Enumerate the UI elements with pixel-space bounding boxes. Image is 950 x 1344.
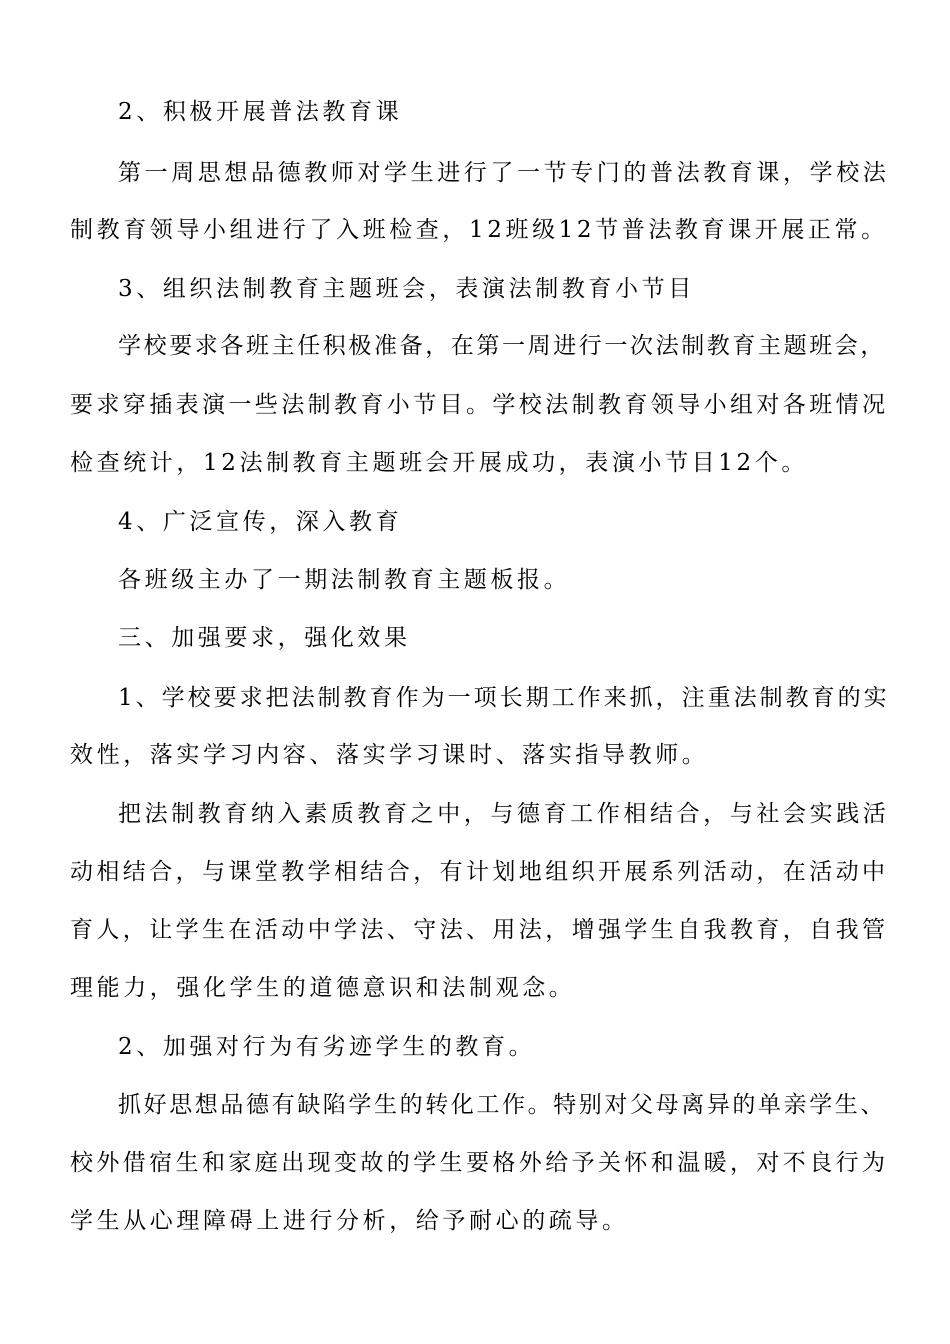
paragraph-line: 动相结合，与课堂教学相结合，有计划地组织开展系列活动，在活动中	[70, 859, 889, 885]
paragraph-line: 要求穿插表演一些法制教育小节目。学校法制教育领导小组对各班情况	[70, 392, 889, 418]
section-heading: 2、加强对行为有劣迹学生的教育。	[118, 1034, 536, 1060]
section-heading: 4、广泛宣传，深入教育	[118, 509, 403, 535]
paragraph-line: 效性，落实学习内容、落实学习课时、落实指导教师。	[70, 742, 709, 768]
paragraph-line: 抓好思想品德有缺陷学生的转化工作。特别对父母离异的单亲学生、	[118, 1092, 886, 1118]
paragraph-line: 理能力，强化学生的道德意识和法制观念。	[70, 975, 576, 1001]
paragraph-line: 制教育领导小组进行了入班检查，12班级12节普法教育课开展正常。	[70, 217, 888, 243]
paragraph-line: 第一周思想品德教师对学生进行了一节专门的普法教育课，学校法	[118, 160, 890, 186]
section-heading: 3、组织法制教育主题班会，表演法制教育小节目	[118, 276, 695, 302]
paragraph-line: 检查统计，12法制教育主题班会开展成功，表演小节目12个。	[70, 450, 808, 476]
paragraph-line: 育人，让学生在活动中学法、守法、用法，增强学生自我教育，自我管	[70, 917, 889, 943]
paragraph-line: 学生从心理障碍上进行分析，给予耐心的疏导。	[70, 1208, 629, 1234]
paragraph-line: 把法制教育纳入素质教育之中，与德育工作相结合，与社会实践活	[118, 801, 890, 827]
paragraph-line: 学校要求各班主任积极准备，在第一周进行一次法制教育主题班会，	[118, 333, 886, 359]
paragraph-line: 1、学校要求把法制教育作为一项长期工作来抓，注重法制教育的实	[118, 685, 890, 711]
paragraph-line: 校外借宿生和家庭出现变故的学生要格外给予关怀和温暖，对不良行为	[70, 1150, 889, 1176]
section-heading: 2、积极开展普法教育课	[118, 99, 403, 125]
section-heading: 三、加强要求，强化效果	[118, 625, 411, 651]
paragraph-line: 各班级主办了一期法制教育主题板报。	[118, 567, 571, 593]
